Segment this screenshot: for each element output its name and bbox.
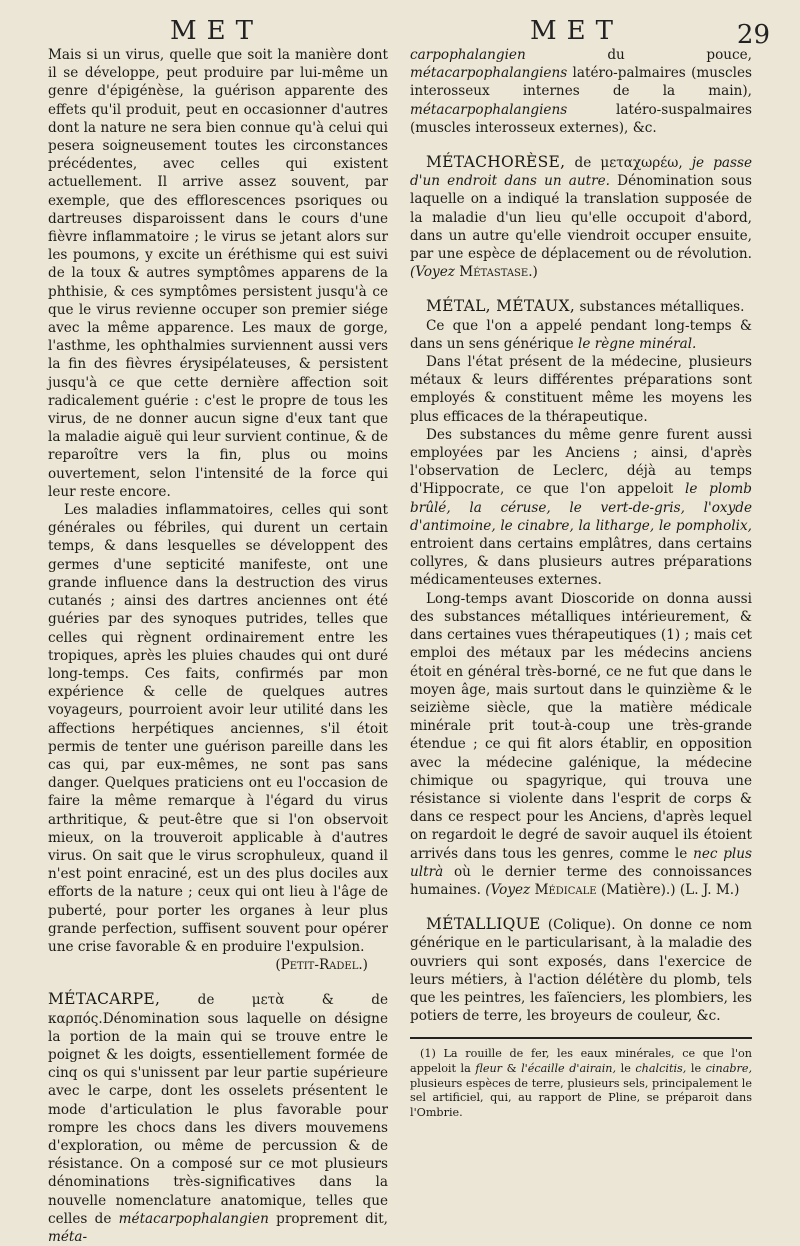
italic-term: cinabre,	[705, 1061, 753, 1075]
entry-text: où le dernier terme des connoissances humaines.	[410, 863, 752, 898]
entry-metacarpe	[48, 990, 388, 1246]
paragraph	[410, 590, 752, 899]
paragraph: Mais si un virus, quelle que soit la manière dont il se développe, peut produire par lui-même un genre d'épigénèse, la guérison apparente des effets qu'il produit, peut en occasionner d'autres dont la nature ne sera bien connue qu'à celui qui pesera soigneusement toutes les circonstances précédentes, avec celles qui existent actuellement. Il arrive assez souvent, par exemple, que des efflorescences psoriques ou dartreuses disparoissent dans le cours d'une fièvre inflammatoire ; le virus se jetant alors sur les poumons, y excite un éréthisme qui est suivi de la toux & autres symptômes apparens de la phthisie, & ces symptômes persistent jusqu'à ce que le virus revienne occuper son premier siége avec la même apparence. Les maux de gorge, l'asthme, les ophthalmies surviennent aussi vers la fin des fièvres érysipélateuses, & persistent jusqu'à ce que cette dernière affection soit radicalement guérie : c'est le propre de tous les virus, de ne donner aucun signe d'eux tant que la maladie aiguë qui leur survient continue, & de reparoître vers la fin, plus ou moins ouvertement, selon l'intensité de la force qui leur reste encore.	[48, 47, 388, 500]
entry-metal	[410, 297, 752, 316]
page-number: 29	[736, 20, 770, 50]
entry-text: (1) La rouille de fer, les eaux minérales, ce que l'on appeloit la	[410, 1047, 752, 1075]
italic-term: le règne minéral.	[577, 335, 697, 352]
entry-text: latéro-suspalmaires (muscles interosseux externes), &c.	[410, 101, 752, 136]
left-column	[48, 46, 388, 1246]
entry-text: Des substances du même genre furent aussi employées par les Anciens ; ainsi, d'après l'observation de Leclerc, déjà au temps d'Hippocrate, ce que l'on appeloit	[410, 426, 752, 498]
running-head-right: MET	[530, 16, 623, 46]
paragraph	[410, 317, 752, 353]
paragraph: Dans l'état présent de la médecine, plusieurs métaux & leurs différentes préparations sont employés & constituent même les moyens les plus efficaces de la thérapeutique.	[410, 354, 752, 425]
entry-text: Long-temps avant Dioscoride on donna aussi des substances métalliques intérieurement, & dans certaines vues thérapeutiques (1) ; mais cet emploi des métaux par les médecins anciens étoit en général très-borné, ce ne fut que dans le moyen âge, mais surtout dans le quinzième & le seizième siècle, que la matière médicale minérale prit tout-à-coup une très-grande étendue ; ce qui fit alors établir, en opposition avec la médecine galénique, la médecine chimique ou spagyrique, qui trouva une résistance si violente dans l'esprit de corps & dans ce respect pour les Anciens, d'après lequel on regardoit le degré de savoir auquel ils étoient arrivés dans tous les genres, comme le	[410, 590, 752, 862]
italic-term: fleur	[475, 1061, 502, 1075]
etymology: de μετὰ & de καρπός.	[48, 992, 388, 1027]
italic-term: métacarpophalangien	[118, 1210, 269, 1227]
italic-gloss: je passe d'un endroit dans un autre.	[410, 155, 752, 190]
paragraph: Les maladies inflammatoires, celles qui sont générales ou fébriles, qui durent un certain temps, & dans lesquelles se développent des germes d'une septicité manifeste, ont une grande influence dans la destruction des virus cutanés ; ainsi des dartres anciennes ont été guéries par des synoques putrides, telles que celles qui règnent ordinairement entre les tropiques, après les pluies chaudes qui ont duré long-temps. Ces faits, confirmés par mon expérience & celle de quelques autres voyageurs, pourroient avoir leur utilité dans les affections herpétiques anciennes, s'il étoit permis de tenter une guérison pareille dans les cas qui, par eux-mêmes, ne sont pas sans danger. Quelques praticiens ont eu l'occasion de faire la même remarque à l'égard du virus arthritique, & peut-être que si l'on observoit mieux, on la trouveroit applicable à d'autres virus. On sait que le virus scrophuleux, quand il n'est point enraciné, est un des plus dociles aux efforts de la nature ; ceux qui ont lieu à l'âge de puberté, pour porter les organes à leur plus grande perfection, suffisent souvent pour opérer une crise favorable & en produire l'expulsion.	[48, 502, 388, 955]
entry-headword: MÉTACHORÈSE,	[426, 153, 566, 172]
cross-ref-target: Médicale	[534, 881, 597, 898]
entry-text: le	[690, 1061, 702, 1075]
right-column	[410, 46, 752, 1120]
entry-text: substances métalliques.	[579, 299, 745, 316]
cross-ref-target: Métastase.)	[459, 264, 538, 281]
entry-text: (Matière).) (L. J. M.)	[600, 881, 740, 898]
paragraph	[410, 426, 752, 590]
entry-text: &	[506, 1061, 517, 1075]
italic-term: carpophalangien	[410, 47, 526, 63]
entry-text: (Colique). On donne ce nom générique en le particularisant, à la maladie des ouvriers qui sont exposés, dans l'exercice de leurs métiers, à l'action délétère du plomb, tels que les peintres, les faïenciers, les plombiers, les potiers de terre, les broyeurs de couleur, &c.	[410, 917, 752, 1025]
running-head-left: MET	[170, 16, 263, 46]
italic-term: le plomb brûlé, la céruse, le vert-de-gris, l'oxyde d'antimoine, le cinabre, la litharge, le pompholix,	[410, 481, 752, 534]
entry-headword: MÉTAL, MÉTAUX,	[426, 297, 576, 316]
italic-term: chalcitis,	[635, 1061, 687, 1075]
entry-text: entroient dans certains emplâtres, dans certains collyres, & dans plusieurs autres préparations médicamenteuses externes.	[410, 536, 752, 589]
entry-headword: MÉTACARPE,	[48, 990, 161, 1009]
cross-ref-voyez: (Voyez	[410, 264, 455, 281]
entry-text: Ce que l'on a appelé pendant long-temps & dans un sens générique	[410, 317, 752, 352]
entry-text: latéro-palmaires (muscles interosseux internes de la main),	[410, 65, 753, 100]
entry-text: plusieurs espèces de terre, plusieurs sels, principalement le sel artificiel, qui, au rapport de Pline, se préparoit dans l'Ombrie.	[410, 1076, 752, 1119]
entry-text: proprement dit,	[276, 1210, 389, 1227]
entry-headword: MÉTALLIQUE	[426, 915, 541, 934]
italic-term: métacarpophalangiens	[410, 65, 568, 82]
footnote	[410, 1047, 752, 1120]
entry-text: le	[620, 1061, 631, 1075]
italic-term: l'écaille d'airain,	[521, 1061, 617, 1075]
author-signature: (Petit-Radel.)	[275, 957, 368, 974]
cross-ref-voyez: (Voyez	[485, 881, 531, 898]
entry-text: du pouce,	[607, 47, 752, 63]
etymology: de μεταχωρέω,	[574, 155, 683, 172]
entry-text: Dénomination sous laquelle on a indiqué la translation supposée de la maladie d'un lieu qu'elle occupoit d'abord, dans un autre qu'elle viendroit occuper ensuite, par une espèce de déplacement ou de révolution.	[410, 173, 752, 263]
entry-metallique	[410, 915, 752, 1025]
italic-term: méta-	[48, 1229, 88, 1245]
entry-metachorese	[410, 153, 752, 281]
footnote-rule	[410, 1037, 752, 1039]
paragraph	[410, 46, 752, 137]
entry-text: Dénomination sous laquelle on désigne la portion de la main qui se trouve entre le poignet & les doigts, essentiellement formée de cinq os qui s'unissent par leur partie supérieure avec le carpe, dont les osselets présentent le mode d'articulation le plus favorable pour rompre les chocs dans les divers mouvemens d'exploration, ou même de percussion & de résistance. On a composé sur ce mot plusieurs dénominations très-significatives dans la nouvelle nomenclature anatomique, telles que celles de	[48, 1010, 388, 1227]
italic-term: métacarpophalangiens	[410, 101, 568, 118]
italic-term: nec plus ultrà	[410, 845, 753, 880]
